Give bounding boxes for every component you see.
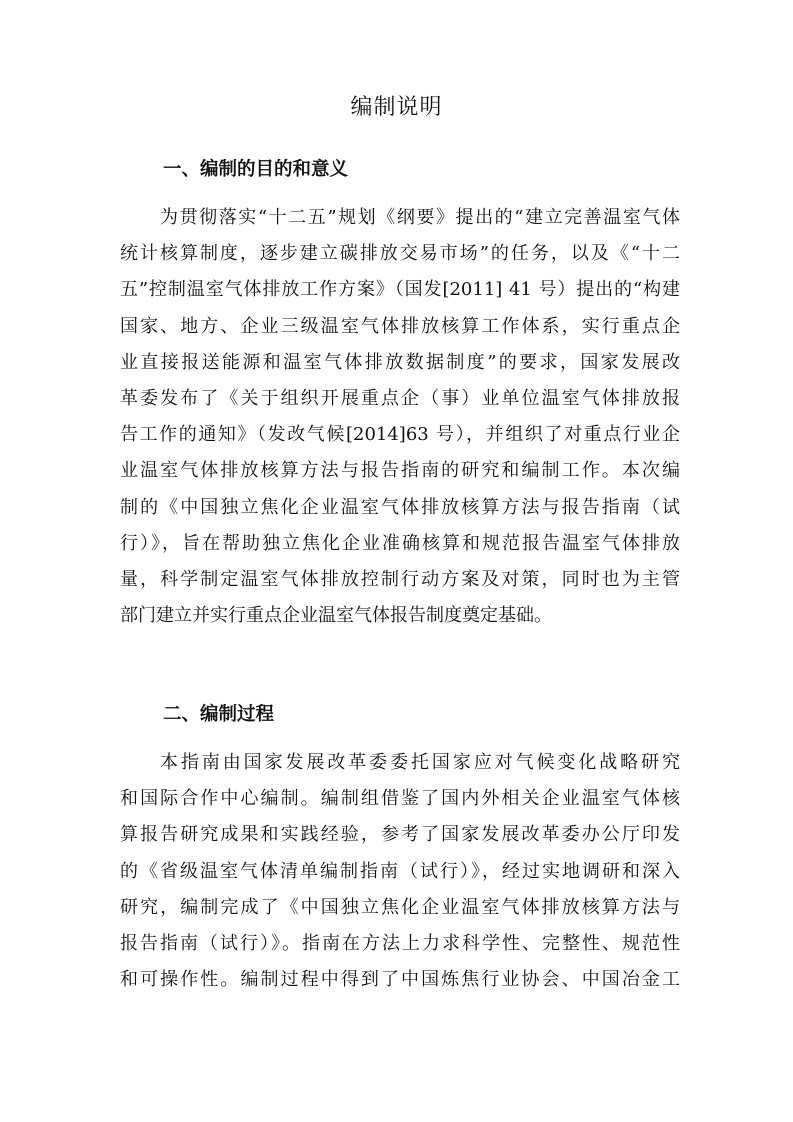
paragraph-line: 业温室气体排放核算方法与报告指南的研究和编制工作。本次编 xyxy=(120,460,680,482)
paragraph-line: 国家、地方、企业三级温室气体排放核算工作体系，实行重点企 xyxy=(120,315,680,337)
paragraph-line: 部门建立并实行重点企业温室气体报告制度奠定基础。 xyxy=(120,605,552,627)
section-paragraph-purpose xyxy=(120,200,680,634)
paragraph-line: 行）》，旨在帮助独立焦化企业准确核算和规范报告温室气体排放 xyxy=(120,532,680,554)
section-paragraph-process xyxy=(120,745,680,998)
paragraph-line: 的《省级温室气体清单编制指南（试行）》，经过实地调研和深入 xyxy=(120,860,680,882)
section-heading-purpose: 一、编制的目的和意义 xyxy=(163,159,349,180)
paragraph-line: 制的《中国独立焦化企业温室气体排放核算方法与报告指南（试 xyxy=(120,496,680,518)
paragraph-line: 业直接报送能源和温室气体排放数据制度”的要求，国家发展改 xyxy=(120,351,680,373)
paragraph-line: 为贯彻落实“十二五”规划《纲要》提出的“建立完善温室气体 xyxy=(160,207,680,228)
paragraph-line: 和国际合作中心编制。编制组借鉴了国内外相关企业温室气体核 xyxy=(120,788,680,810)
paragraph-line: 统计核算制度，逐步建立碳排放交易市场”的任务，以及《“十二 xyxy=(120,243,680,265)
paragraph-line: 革委发布了《关于组织开展重点企（事）业单位温室气体排放报 xyxy=(120,387,680,409)
section-heading-process: 二、编制过程 xyxy=(163,704,275,725)
paragraph-line: 告工作的通知》（发改气候[2014]63 号），并组织了对重点行业企 xyxy=(120,424,680,446)
paragraph-line: 报告指南（试行）》。指南在方法上力求科学性、完整性、规范性 xyxy=(120,932,680,954)
paragraph-line: 量，科学制定温室气体排放控制行动方案及对策，同时也为主管 xyxy=(120,568,680,590)
paragraph-line: 五”控制温室气体排放工作方案》（国发[2011] 41 号）提出的“构建 xyxy=(120,279,680,301)
paragraph-line: 本指南由国家发展改革委委托国家应对气候变化战略研究 xyxy=(160,752,680,773)
paragraph-line: 研究，编制完成了《中国独立焦化企业温室气体排放核算方法与 xyxy=(120,896,680,918)
paragraph-line: 算报告研究成果和实践经验，参考了国家发展改革委办公厅印发 xyxy=(120,824,680,846)
paragraph-line: 和可操作性。编制过程中得到了中国炼焦行业协会、中国冶金工 xyxy=(120,969,680,991)
document-title: 编制说明 xyxy=(350,95,443,120)
